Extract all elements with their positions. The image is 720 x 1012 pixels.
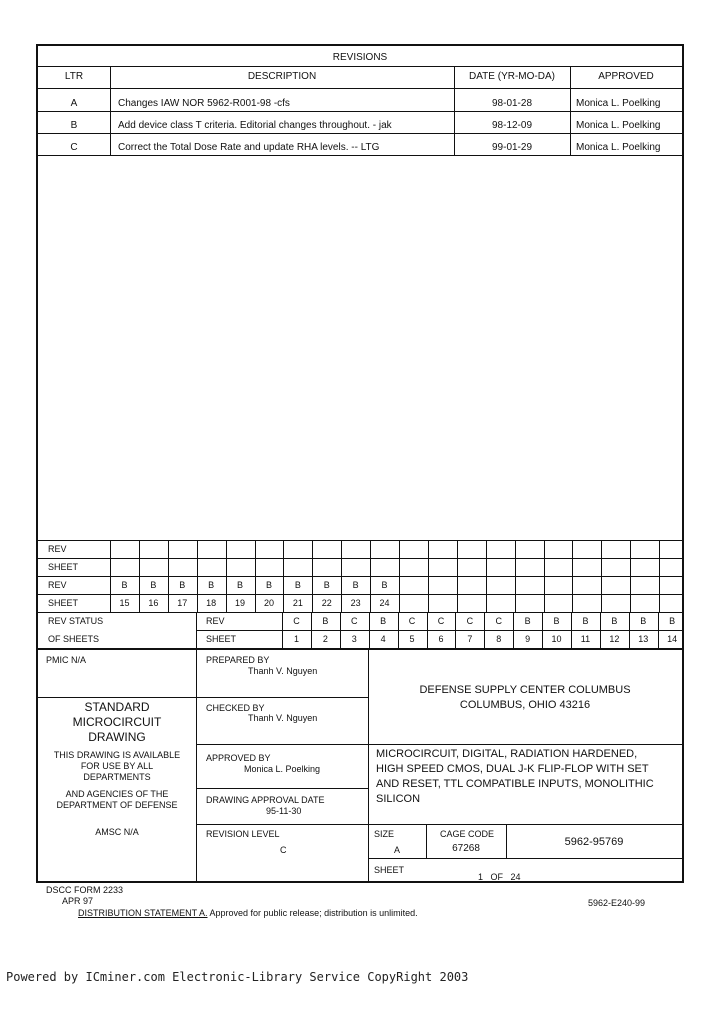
approved-by: Monica L. Poelking	[244, 764, 321, 774]
status-sheet-label: SHEET	[206, 634, 237, 644]
agencies-line: DEPARTMENT OF DEFENSE	[56, 800, 178, 810]
lower-rev-cell: B	[582, 616, 589, 626]
drawing-frame	[36, 44, 684, 883]
lower-rev-cell: C	[408, 616, 416, 626]
lower-sheet-cell: 5	[409, 634, 415, 644]
rev-row-ltr: A	[70, 98, 78, 109]
agency-line: COLUMBUS, OHIO 43216	[459, 699, 591, 711]
rev-row-approved: Monica L. Poelking	[576, 142, 661, 153]
distribution-label: DISTRIBUTION STATEMENT A.	[78, 908, 208, 918]
approval-date: 95-11-30	[266, 806, 302, 816]
form-id: DSCC FORM 2233	[46, 885, 124, 895]
lower-rev-cell: B	[524, 616, 531, 626]
lower-rev-cell: C	[293, 616, 300, 626]
grid-line	[630, 540, 631, 612]
upper-sheet-cell: 22	[321, 598, 332, 608]
checked-by-label: CHECKED BY	[206, 703, 265, 713]
rev-row-approved: Monica L. Poelking	[576, 120, 661, 131]
approval-date-label: DRAWING APPROVAL DATE	[206, 795, 325, 805]
cage-code: 67268	[452, 843, 480, 854]
distribution-text: Approved for public release; distribution is unlimited.	[207, 908, 418, 918]
status-sheet-label: SHEET	[48, 598, 79, 608]
rev-row-description: Correct the Total Dose Rate and update RHA levels. -- LTG	[118, 142, 380, 153]
lower-rev-cell: B	[640, 616, 647, 626]
of-sheets-label: OF SHEETS	[48, 634, 100, 644]
revision-level-label: REVISION LEVEL	[206, 829, 280, 839]
standard-line: DRAWING	[88, 730, 146, 744]
lower-rev-cell: B	[380, 616, 387, 626]
lower-sheet-cell: 11	[580, 634, 591, 644]
upper-sheet-cell: 16	[148, 598, 159, 608]
upper-sheet-cell: 18	[206, 598, 217, 608]
distribution-statement	[78, 907, 418, 919]
cage-label: CAGE CODE	[440, 829, 495, 839]
upper-rev-cell: B	[265, 580, 272, 590]
standard-line: STANDARD	[84, 700, 150, 714]
upper-sheet-cell: 21	[292, 598, 303, 608]
grid-line	[659, 540, 660, 612]
header-date: DATE (YR-MO-DA)	[469, 71, 555, 82]
lower-sheet-cell: 9	[525, 634, 531, 644]
availability-line: THIS DRAWING IS AVAILABLE	[53, 750, 181, 760]
agencies-line: AND AGENCIES OF THE	[65, 789, 169, 799]
title-line: HIGH SPEED CMOS, DUAL J-K FLIP-FLOP WITH SET	[376, 763, 649, 775]
agency-line: DEFENSE SUPPLY CENTER COLUMBUS	[419, 684, 631, 696]
upper-rev-cell: B	[237, 580, 244, 590]
upper-sheet-cell: 15	[119, 598, 130, 608]
pmic: PMIC N/A	[46, 655, 87, 665]
form-date: APR 97	[62, 896, 94, 906]
availability-line: FOR USE BY ALL	[80, 761, 154, 771]
upper-sheet-cell: 17	[177, 598, 188, 608]
sheet-value: 1 OF 24	[478, 872, 521, 882]
header-approved: APPROVED	[598, 71, 654, 82]
status-rev-label: REV	[48, 580, 67, 590]
rev-row-ltr: B	[70, 120, 78, 131]
lower-rev-cell: B	[553, 616, 560, 626]
upper-rev-cell: B	[208, 580, 215, 590]
size: A	[393, 845, 400, 855]
lower-rev-cell: C	[437, 616, 445, 626]
drawing-number: 5962-95769	[564, 836, 624, 848]
lower-sheet-cell: 12	[609, 634, 620, 644]
lower-rev-cell: C	[495, 616, 502, 626]
checked-by: Thanh V. Nguyen	[248, 713, 318, 723]
header-description: DESCRIPTION	[247, 71, 317, 82]
sheet-label: SHEET	[374, 865, 405, 875]
rev-row-description: Changes IAW NOR 5962-R001-98 -cfs	[118, 98, 290, 109]
revision-level: C	[280, 845, 287, 855]
rev-row-date: 98-01-28	[491, 98, 533, 109]
title-line: MICROCIRCUIT, DIGITAL, RADIATION HARDENED,	[376, 748, 638, 760]
rev-row-ltr: C	[70, 142, 78, 153]
lower-sheet-cell: 13	[638, 634, 649, 644]
rev-row-date: 98-12-09	[491, 120, 533, 131]
upper-rev-cell: B	[121, 580, 128, 590]
lower-sheet-cell: 2	[322, 634, 328, 644]
lower-rev-cell: B	[322, 616, 329, 626]
grid-line	[515, 540, 516, 612]
upper-sheet-cell: 20	[263, 598, 274, 608]
grid-line	[572, 540, 573, 612]
upper-rev-cell: B	[150, 580, 157, 590]
grid-line	[486, 540, 487, 612]
title-line: AND RESET, TTL COMPATIBLE INPUTS, MONOLITHIC	[376, 778, 654, 790]
upper-sheet-cell: 24	[379, 598, 390, 608]
rev-row-date: 99-01-29	[491, 142, 533, 153]
rev-row-description: Add device class T criteria. Editorial changes throughout. - jak	[118, 120, 392, 131]
status-rev-label: REV	[206, 616, 225, 626]
grid-line	[601, 540, 602, 612]
rev-status-label: REV STATUS	[48, 616, 104, 626]
grid-line	[457, 540, 458, 612]
prepared-by-label: PREPARED BY	[206, 655, 270, 665]
lower-sheet-cell: 4	[380, 634, 386, 644]
lower-rev-cell: B	[611, 616, 618, 626]
lower-rev-cell: C	[466, 616, 474, 626]
header-ltr: LTR	[64, 71, 84, 82]
amsc: AMSC N/A	[95, 827, 139, 837]
footer-watermark: Powered by ICminer.com Electronic-Library Service CopyRight 2003	[6, 970, 469, 984]
grid-line	[544, 540, 545, 612]
lower-sheet-cell: 3	[351, 634, 357, 644]
form-number: 5962-E240-99	[588, 898, 646, 908]
availability-line: DEPARTMENTS	[83, 772, 151, 782]
upper-rev-cell: B	[381, 580, 388, 590]
prepared-by: Thanh V. Nguyen	[248, 666, 318, 676]
upper-rev-cell: B	[352, 580, 359, 590]
upper-sheet-cell: 19	[235, 598, 246, 608]
upper-rev-cell: B	[294, 580, 301, 590]
lower-sheet-cell: 7	[467, 634, 473, 644]
lower-sheet-cell: 8	[496, 634, 502, 644]
status-sheet-label: SHEET	[48, 562, 79, 572]
lower-rev-cell: B	[669, 616, 676, 626]
status-rev-label: REV	[48, 544, 67, 554]
lower-sheet-cell: 6	[438, 634, 444, 644]
upper-rev-cell: B	[323, 580, 330, 590]
approved-by-label: APPROVED BY	[206, 753, 271, 763]
grid-line	[196, 612, 197, 648]
grid-line	[399, 540, 400, 612]
lower-sheet-cell: 14	[667, 634, 678, 644]
size-label: SIZE	[374, 829, 395, 839]
grid-line	[428, 540, 429, 612]
lower-sheet-cell: 10	[551, 634, 562, 644]
title-line: SILICON	[376, 793, 421, 805]
upper-rev-cell: B	[179, 580, 186, 590]
standard-line: MICROCIRCUIT	[72, 715, 162, 729]
upper-sheet-cell: 23	[350, 598, 361, 608]
lower-sheet-cell: 1	[293, 634, 299, 644]
rev-row-approved: Monica L. Poelking	[576, 98, 661, 109]
lower-rev-cell: C	[350, 616, 358, 626]
revisions-title: REVISIONS	[332, 52, 388, 63]
